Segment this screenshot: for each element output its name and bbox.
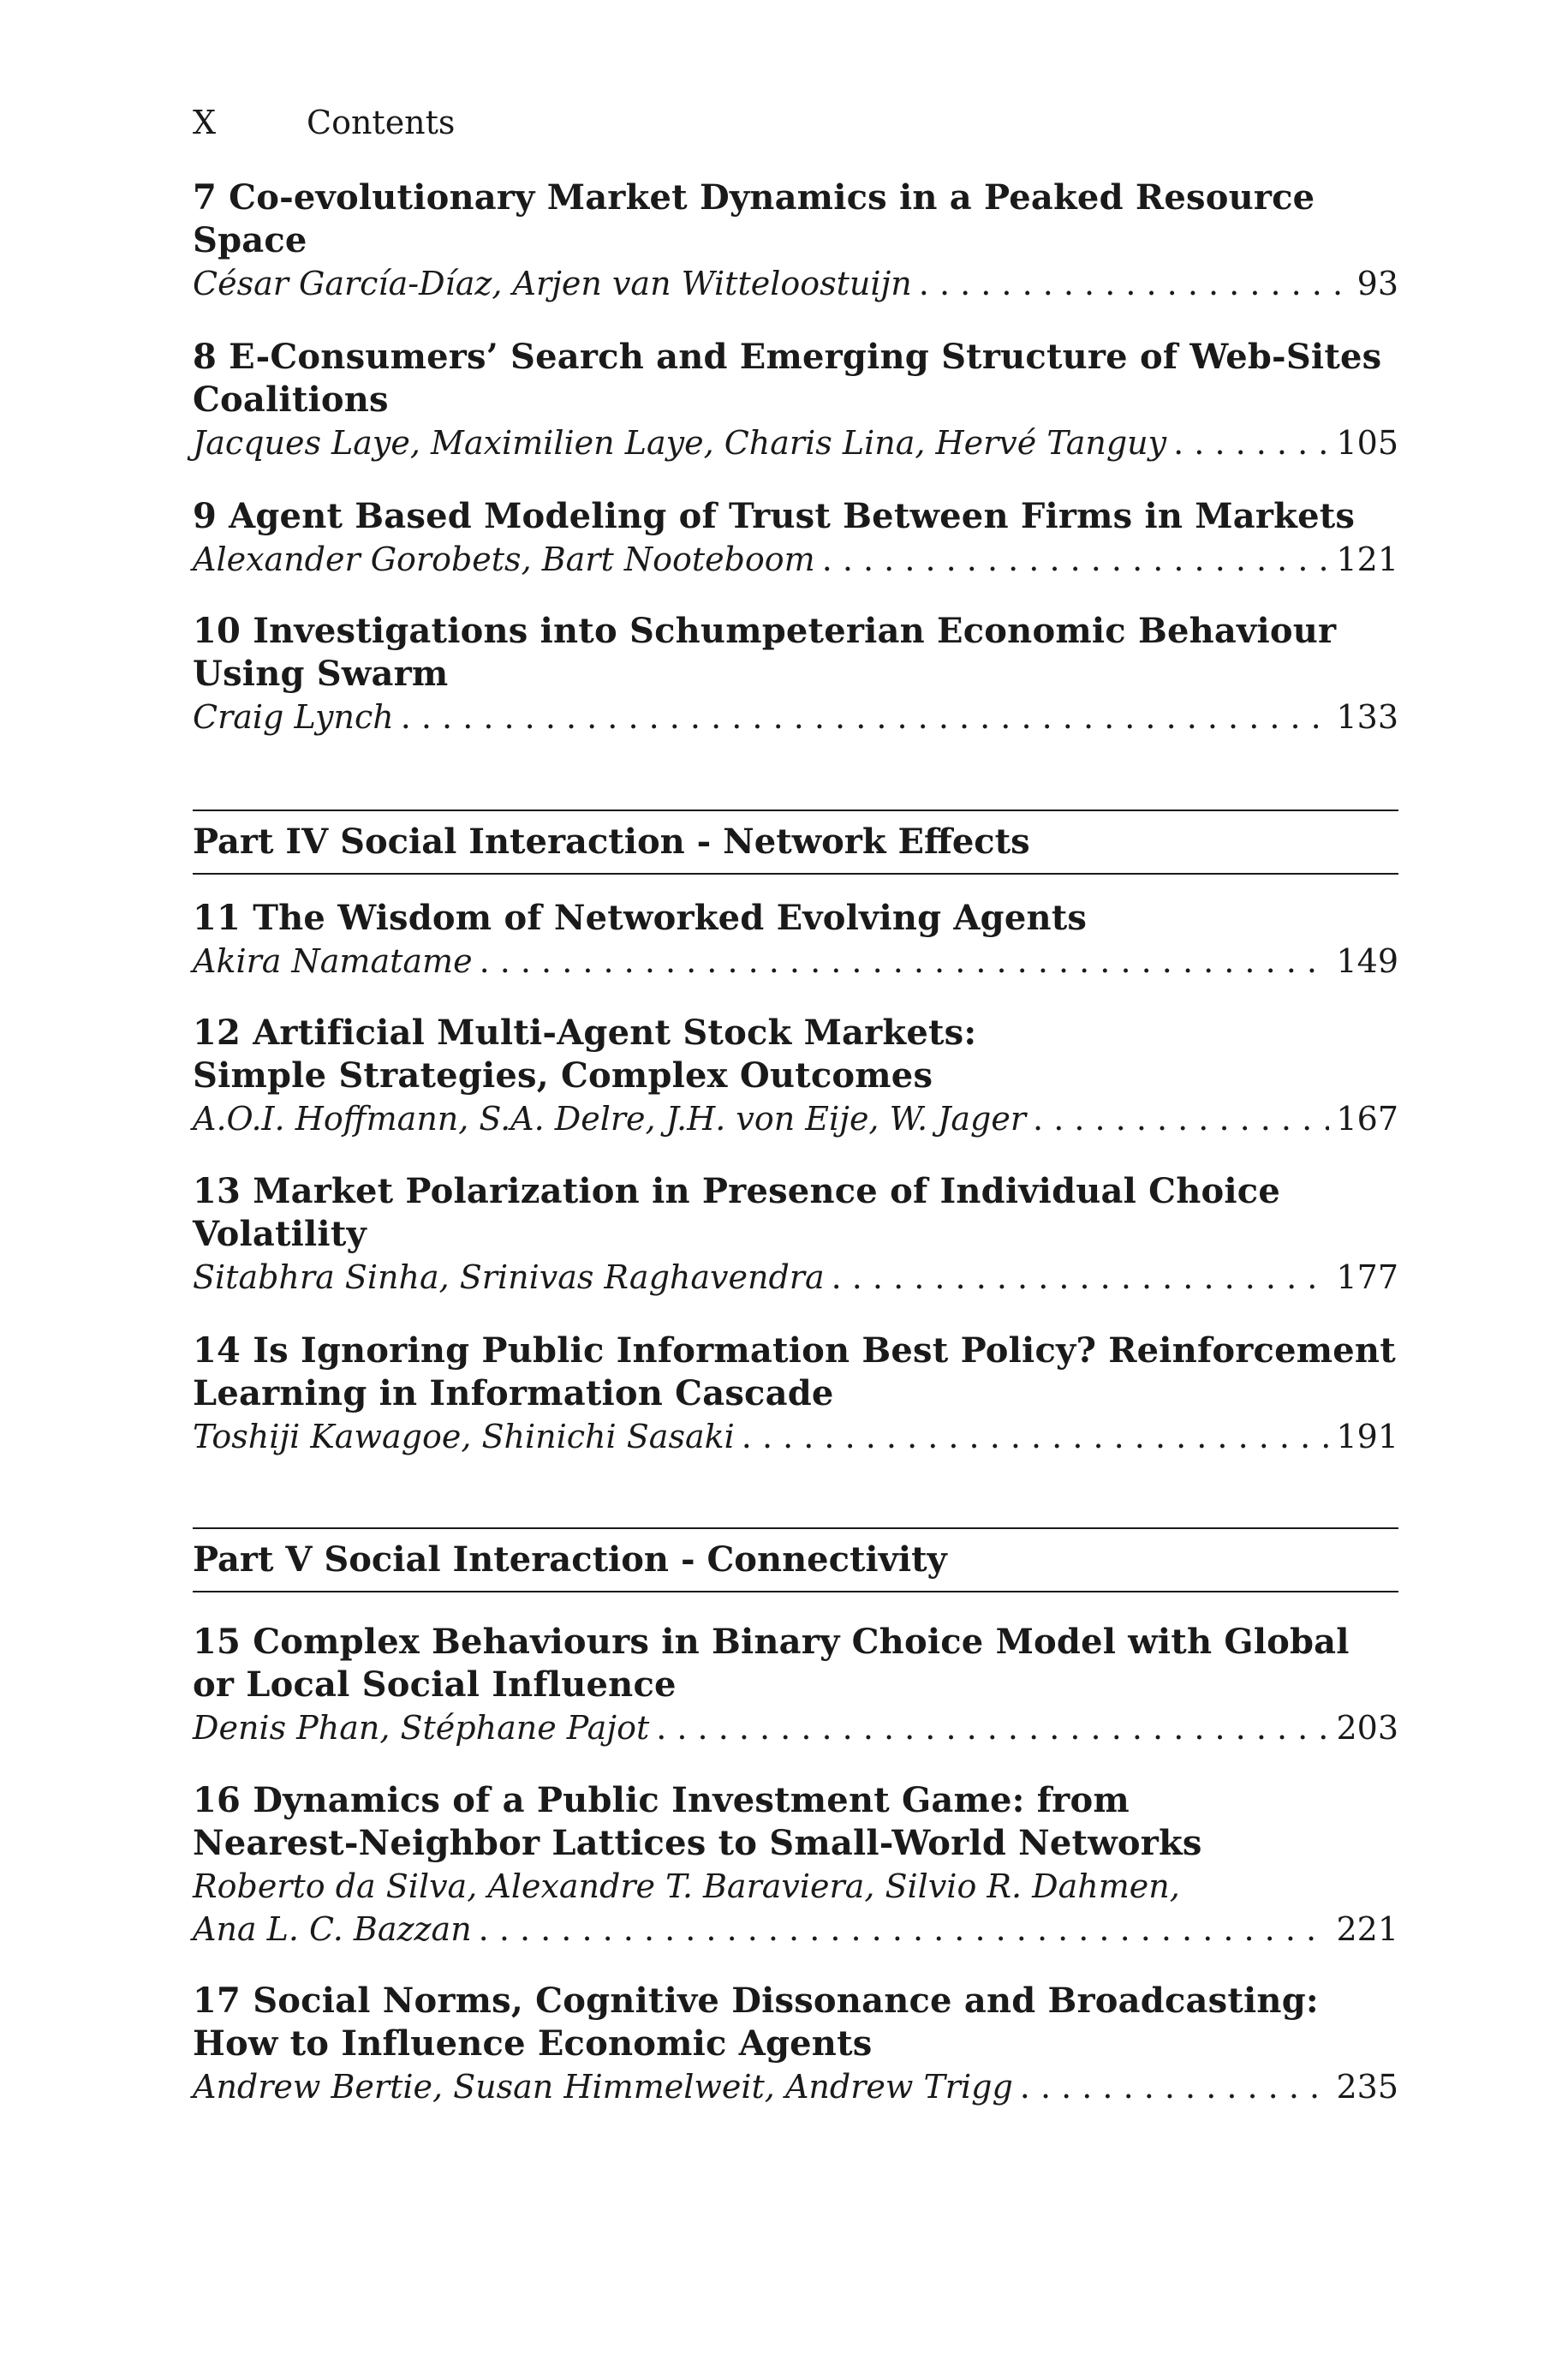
- toc-entry-chapter-13[interactable]: [193, 1170, 1398, 1299]
- toc-entry-chapter-10[interactable]: [193, 610, 1398, 738]
- chapter-title[interactable]: [193, 1170, 1340, 1256]
- chapter-title-line: or Local Social Influence: [193, 1664, 677, 1705]
- chapter-title[interactable]: [193, 336, 1382, 421]
- part-title: Part V Social Interaction - Connectivity: [193, 1539, 947, 1580]
- chapter-title-line: Simple Strategies, Complex Outcomes: [193, 1055, 933, 1096]
- dot-leader: [822, 538, 1330, 581]
- chapter-title[interactable]: [193, 1621, 1350, 1706]
- toc-entry-chapter-11[interactable]: [193, 897, 1398, 983]
- chapter-authors-continued: Roberto da Silva, Alexandre T. Baraviera, Silvio R. Dahmen,: [193, 1867, 1180, 1905]
- chapter-page-number[interactable]: 133: [1336, 698, 1398, 736]
- chapter-authors: A.O.I. Hoffmann, S.A. Delre, J.H. von Eije, W. Jager: [193, 1100, 1027, 1138]
- chapter-page-number[interactable]: 93: [1356, 265, 1398, 302]
- part-heading-iv[interactable]: [193, 810, 1398, 875]
- chapter-title[interactable]: [193, 176, 1340, 262]
- chapter-page-number[interactable]: 167: [1336, 1100, 1398, 1138]
- chapter-title-line: 13 Market Polarization in Presence of Individual Choice: [193, 1171, 1280, 1211]
- chapter-title-line: 14 Is Ignoring Public Information Best Policy? Reinforcement: [193, 1330, 1396, 1371]
- chapter-authors: Sitabhra Sinha, Srinivas Raghavendra: [193, 1258, 825, 1296]
- chapter-authors: Denis Phan, Stéphane Pajot: [193, 1709, 650, 1747]
- chapter-page-number[interactable]: 203: [1336, 1709, 1398, 1747]
- chapter-authors-row: [193, 1256, 1398, 1299]
- chapter-title[interactable]: [193, 495, 1356, 538]
- dot-leader: [480, 940, 1330, 983]
- chapter-authors: Alexander Gorobets, Bart Nooteboom: [193, 541, 815, 578]
- toc-entry-chapter-9[interactable]: [193, 495, 1398, 581]
- chapter-title[interactable]: [193, 1779, 1340, 1865]
- toc-entry-chapter-8[interactable]: [193, 336, 1398, 464]
- chapter-title[interactable]: [193, 1980, 1340, 2065]
- dot-leader: [656, 1706, 1329, 1749]
- chapter-title-line: Using Swarm: [193, 654, 449, 694]
- chapter-authors: Craig Lynch: [193, 698, 394, 736]
- toc-entry-chapter-12[interactable]: [193, 1012, 1398, 1140]
- chapter-title-line: 7 Co-evolutionary Market Dynamics in a Peaked Resource: [193, 177, 1315, 218]
- chapter-title-line: How to Influence Economic Agents: [193, 2023, 873, 2064]
- chapter-title[interactable]: [193, 610, 1340, 696]
- dot-leader: [401, 696, 1330, 738]
- chapter-title[interactable]: [193, 1012, 1340, 1097]
- chapter-title[interactable]: [193, 897, 1340, 940]
- chapter-authors: Andrew Bertie, Susan Himmelweit, Andrew Trigg: [193, 2068, 1013, 2106]
- chapter-authors-row: [193, 1097, 1398, 1140]
- running-head-page-number: X: [193, 104, 217, 141]
- chapter-page-number[interactable]: 191: [1336, 1418, 1398, 1455]
- running-head: [193, 101, 455, 144]
- chapter-authors: Akira Namatame: [193, 942, 473, 980]
- chapter-authors-row: [193, 262, 1398, 305]
- chapter-page-number[interactable]: 235: [1336, 2068, 1398, 2106]
- chapter-authors-row: [193, 1415, 1398, 1458]
- dot-leader: [1033, 1097, 1329, 1140]
- toc-entry-chapter-14[interactable]: [193, 1329, 1398, 1458]
- chapter-authors-row: [193, 2065, 1398, 2108]
- dot-leader: [742, 1415, 1330, 1458]
- chapter-title-line: 9 Agent Based Modeling of Trust Between Firms in Markets: [193, 496, 1356, 536]
- chapter-title-line: Coalitions: [193, 379, 389, 420]
- toc-entry-chapter-16[interactable]: [193, 1779, 1398, 1951]
- chapter-title-line: 8 E-Consumers’ Search and Emerging Structure of Web-Sites: [193, 337, 1382, 377]
- chapter-title-line: Volatility: [193, 1214, 367, 1254]
- chapter-title-line: Learning in Information Cascade: [193, 1373, 834, 1413]
- chapter-authors: César García-Díaz, Arjen van Witteloostuijn: [193, 265, 912, 302]
- chapter-title-line: Space: [193, 220, 307, 260]
- chapter-authors-row: [193, 940, 1398, 983]
- chapter-page-number[interactable]: 149: [1336, 942, 1398, 980]
- chapter-authors-row: [193, 1908, 1398, 1951]
- chapter-title-line: 15 Complex Behaviours in Binary Choice Model with Global: [193, 1622, 1350, 1662]
- toc-entry-chapter-17[interactable]: [193, 1980, 1398, 2108]
- toc-entry-chapter-15[interactable]: [193, 1621, 1398, 1749]
- dot-leader: [479, 1908, 1330, 1951]
- running-head-section: Contents: [307, 104, 456, 141]
- chapter-page-number[interactable]: 221: [1336, 1910, 1398, 1948]
- chapter-authors-row: [193, 1706, 1398, 1749]
- chapter-title-line: 16 Dynamics of a Public Investment Game: from: [193, 1780, 1130, 1820]
- chapter-authors-row: [193, 538, 1398, 581]
- chapter-title-line: 12 Artificial Multi-Agent Stock Markets:: [193, 1013, 977, 1053]
- chapter-page-number[interactable]: 121: [1336, 541, 1398, 578]
- part-heading-v[interactable]: [193, 1527, 1398, 1592]
- chapter-title-line: 11 The Wisdom of Networked Evolving Agents: [193, 898, 1088, 938]
- chapter-page-number[interactable]: 177: [1336, 1258, 1398, 1296]
- chapter-authors: Jacques Laye, Maximilien Laye, Charis Lina, Hervé Tanguy: [193, 424, 1167, 462]
- chapter-authors: Ana L. C. Bazzan: [193, 1910, 472, 1948]
- chapter-title-line: Nearest-Neighbor Lattices to Small-World Networks: [193, 1823, 1202, 1863]
- dot-leader: [832, 1256, 1330, 1299]
- dot-leader: [919, 262, 1350, 305]
- chapter-authors: Toshiji Kawagoe, Shinichi Sasaki: [193, 1418, 735, 1455]
- toc-entry-chapter-7[interactable]: [193, 176, 1398, 305]
- chapter-authors-row: [193, 421, 1398, 464]
- chapter-authors-row: [193, 696, 1398, 738]
- chapter-title-line: 17 Social Norms, Cognitive Dissonance and Broadcasting:: [193, 1981, 1319, 2021]
- chapter-title[interactable]: [193, 1329, 1396, 1415]
- dot-leader: [1020, 2065, 1330, 2108]
- part-title: Part IV Social Interaction - Network Effects: [193, 822, 1030, 862]
- chapter-page-number[interactable]: 105: [1336, 424, 1398, 462]
- dot-leader: [1173, 421, 1329, 464]
- chapter-title-line: 10 Investigations into Schumpeterian Economic Behaviour: [193, 611, 1337, 651]
